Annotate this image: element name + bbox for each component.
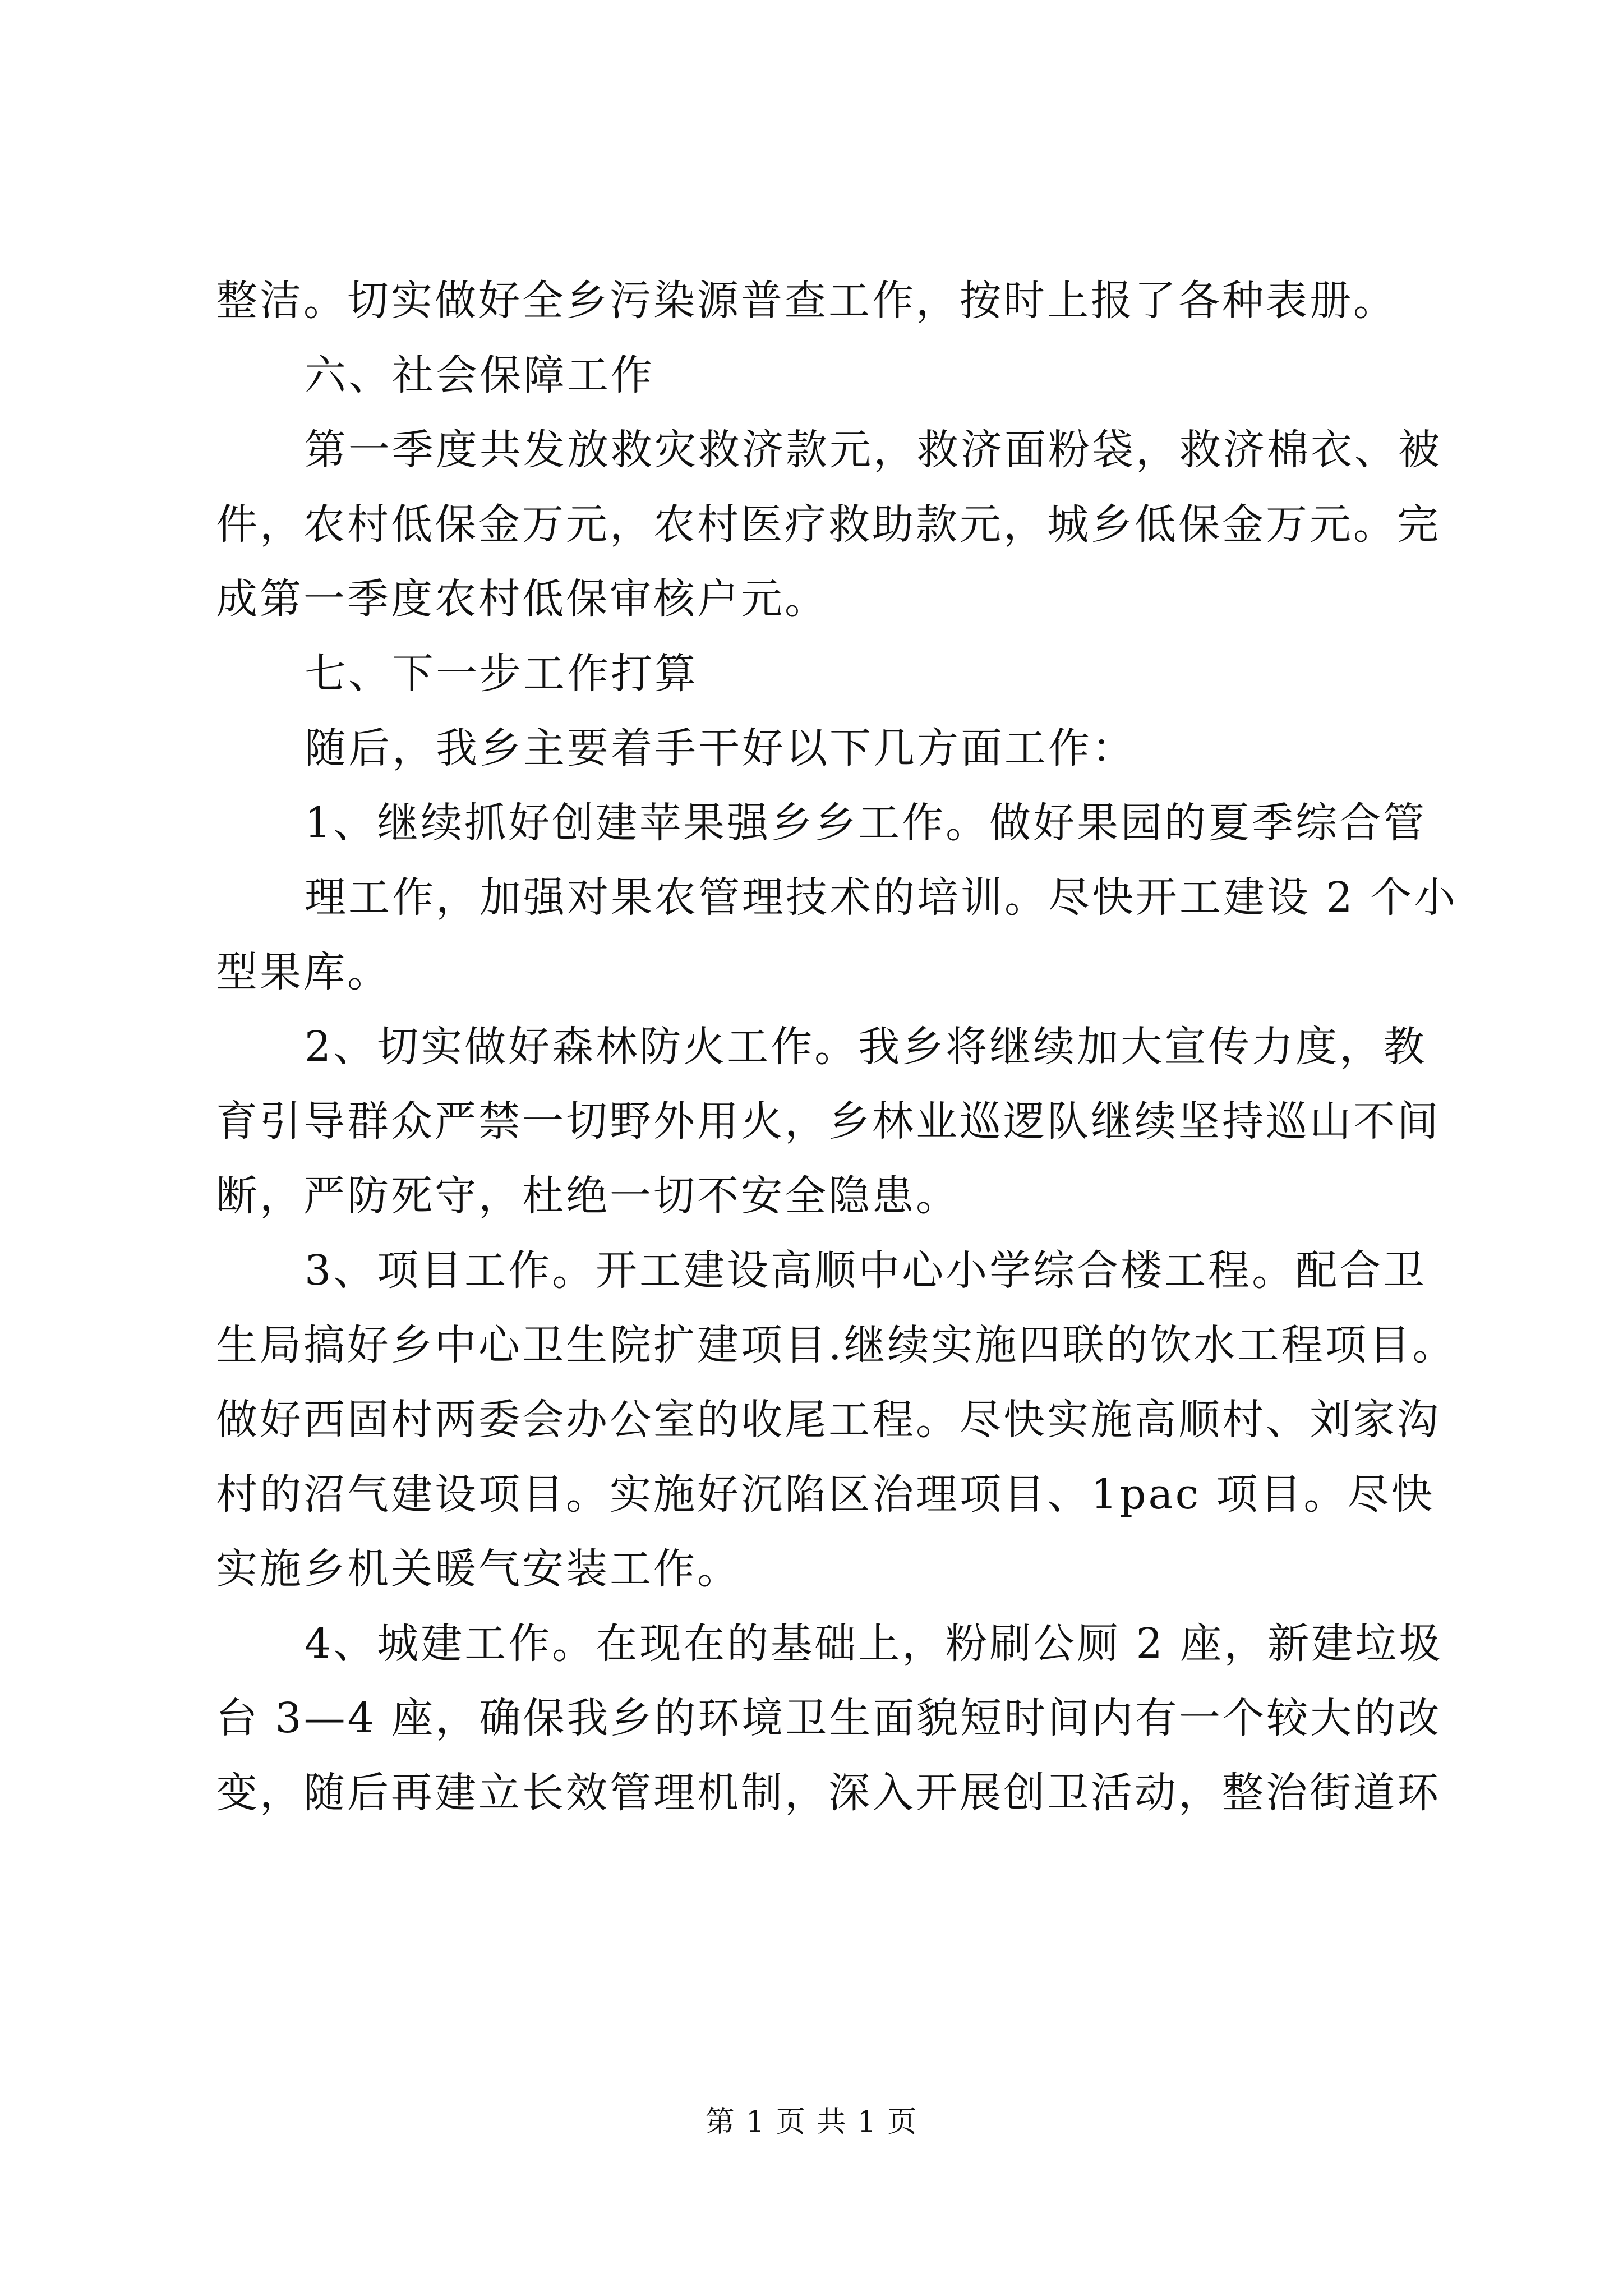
text-line: 4、城建工作。在现在的基础上，粉刷公厕 2 座，新建垃圾 xyxy=(305,1619,1443,1668)
text-line: 件，农村低保金万元，农村医疗救助款元，城乡低保金万元。完 xyxy=(216,500,1441,549)
text-line: 理工作，加强对果农管理技术的培训。尽快开工建设 2 个小 xyxy=(305,873,1458,922)
section-heading: 七、下一步工作打算 xyxy=(305,650,698,698)
text-line: 3、项目工作。开工建设高顺中心小学综合楼工程。配合卫 xyxy=(305,1246,1427,1295)
text-line: 实施乡机关暖气安装工作。 xyxy=(216,1545,741,1593)
text-line: 随后，我乡主要着手干好以下几方面工作： xyxy=(305,724,1136,772)
text-line: 成第一季度农村低保审核户元。 xyxy=(216,575,828,623)
text-line: 育引导群众严禁一切野外用火，乡林业巡逻队继续坚持巡山不间 xyxy=(216,1097,1441,1145)
document-body xyxy=(216,264,1458,1830)
text-line: 变，随后再建立长效管理机制，深入开展创卫活动，整治街道环 xyxy=(216,1769,1441,1817)
page-number-footer: 第 1 页 共 1 页 xyxy=(705,2105,918,2139)
text-line: 生局搞好乡中心卫生院扩建项目.继续实施四联的饮水工程项目。 xyxy=(216,1321,1456,1369)
text-line: 断，严防死守，杜绝一切不安全隐患。 xyxy=(216,1172,960,1220)
text-line: 型果库。 xyxy=(216,948,391,996)
section-heading: 六、社会保障工作 xyxy=(305,351,654,399)
text-line: 整洁。切实做好全乡污染源普查工作，按时上报了各种表册。 xyxy=(216,277,1397,325)
text-line: 第一季度共发放救灾救济款元，救济面粉袋，救济棉衣、被 xyxy=(305,426,1442,474)
text-line: 2、切实做好森林防火工作。我乡将继续加大宣传力度，教 xyxy=(305,1023,1427,1071)
text-line: 台 3—4 座，确保我乡的环境卫生面貌短时间内有一个较大的改 xyxy=(216,1694,1442,1742)
text-line: 1、继续抓好创建苹果强乡乡工作。做好果园的夏季综合管 xyxy=(305,799,1427,847)
text-line: 做好西固村两委会办公室的收尾工程。尽快实施高顺村、刘家沟 xyxy=(216,1396,1441,1444)
text-line: 村的沼气建设项目。实施好沉陷区治理项目、1pac 项目。尽快 xyxy=(216,1470,1435,1519)
